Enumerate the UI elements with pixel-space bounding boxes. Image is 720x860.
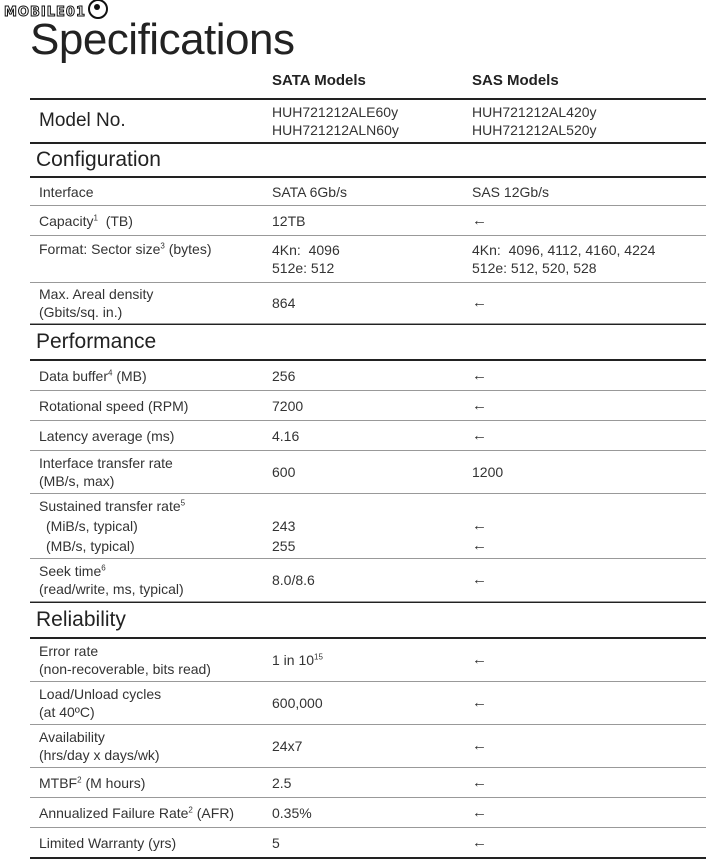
sata-value: 4.16: [272, 427, 300, 444]
sata-value: 24x7: [272, 738, 303, 754]
sata-value: 256: [272, 367, 296, 384]
same-as-left-arrow: ←: [472, 517, 487, 534]
model-sata-1: HUH721212ALE60y: [272, 104, 399, 120]
footnote-mark: 4: [108, 367, 113, 377]
label-sub-2: (MB/s, typical): [46, 538, 135, 554]
row-data-buffer: [30, 361, 706, 391]
footnote-mark: 2: [188, 804, 193, 814]
label-unit: (AFR): [196, 804, 235, 821]
value-text: 1 in 10: [272, 652, 315, 668]
sata-value: [272, 639, 467, 681]
row-capacity: [30, 206, 706, 236]
model-sata: [272, 100, 467, 142]
row-warranty: [30, 828, 706, 859]
row-sustained-transfer-rate: [30, 494, 706, 559]
row-interface-transfer-rate: [30, 451, 706, 494]
page-title: Specifications: [30, 15, 295, 64]
row-label: [39, 236, 269, 282]
value-1: 243: [272, 518, 296, 534]
label-text: Capacity: [39, 212, 94, 229]
footnote-mark: 2: [77, 774, 82, 784]
label-unit: (bytes): [168, 241, 212, 257]
label-line-1: Max. Areal density: [39, 286, 154, 302]
sata-value: [272, 236, 467, 282]
sata-value: 2.5: [272, 774, 292, 791]
row-label: [39, 682, 269, 724]
same-as-left-arrow: ←: [472, 571, 487, 588]
section-performance: [30, 324, 706, 361]
section-reliability: [30, 602, 706, 639]
label-text: MTBF: [39, 774, 78, 791]
same-as-left-arrow: ←: [472, 773, 487, 791]
sata-value: 0.35%: [272, 804, 312, 821]
footnote-mark: 6: [101, 563, 106, 573]
sas-value: [472, 494, 706, 558]
section-heading: Reliability: [36, 608, 126, 631]
row-label: [39, 559, 269, 601]
model-sas: [472, 100, 706, 142]
row-availability: [30, 725, 706, 768]
section-heading: Configuration: [36, 148, 161, 171]
label-text: Sustained transfer rate: [39, 498, 181, 514]
row-label: Latency average (ms): [39, 427, 175, 444]
model-sata-2: HUH721212ALN60y: [272, 122, 399, 138]
watermark-text: MOBILE01: [4, 4, 86, 20]
same-as-left-arrow: ←: [472, 651, 487, 668]
row-interface: [30, 178, 706, 206]
sata-value: 864: [272, 295, 296, 311]
sata-value: 8.0/8.6: [272, 572, 315, 588]
exponent: 15: [314, 652, 323, 662]
sas-value: SAS 12Gb/s: [472, 183, 550, 200]
footnote-mark: 3: [160, 241, 165, 251]
section-heading: Performance: [36, 330, 157, 353]
sata-value: 7200: [272, 397, 304, 414]
same-as-left-arrow: ←: [472, 833, 487, 851]
label-line-1: Error rate: [39, 643, 99, 659]
same-as-left-arrow: ←: [472, 426, 487, 444]
row-label: [39, 639, 269, 681]
same-as-left-arrow: ←: [472, 211, 487, 229]
label-line-1: Interface transfer rate: [39, 455, 173, 471]
row-label: [39, 725, 269, 767]
label-line-2: (hrs/day x days/wk): [39, 747, 160, 763]
label-sub-1: (MiB/s, typical): [46, 518, 138, 534]
row-label: [39, 283, 269, 323]
sas-value: 1200: [472, 464, 504, 480]
format-512e: 512e: 512: [272, 260, 335, 276]
value-2: 255: [272, 538, 296, 554]
row-model-no: [30, 100, 706, 144]
sata-value: 600,000: [272, 695, 323, 711]
spec-table: [30, 98, 706, 859]
label-line-1: Load/Unload cycles: [39, 686, 162, 702]
model-label: Model No.: [39, 110, 126, 131]
row-label: Limited Warranty (yrs): [39, 834, 177, 851]
label-line-2: (non-recoverable, bits read): [39, 661, 211, 677]
label-text: Data buffer: [39, 367, 109, 384]
sata-value: 5: [272, 834, 280, 851]
label-text: Format: Sector size: [39, 241, 161, 257]
sas-column-header: SAS Models: [472, 72, 559, 89]
label-line-2: (MB/s, max): [39, 473, 115, 489]
row-latency: [30, 421, 706, 451]
section-configuration: [30, 144, 706, 178]
sata-value: SATA 6Gb/s: [272, 183, 347, 200]
row-label: [39, 494, 269, 558]
label-line-2: (Gbits/sq. in.): [39, 304, 123, 320]
row-afr: [30, 798, 706, 828]
same-as-left-arrow: ←: [472, 294, 487, 311]
row-label: [39, 451, 269, 493]
row-label: [39, 361, 269, 390]
label-unit: (MB): [116, 367, 147, 384]
same-as-left-arrow: ←: [472, 396, 487, 414]
row-mtbf: [30, 768, 706, 798]
sata-value: [272, 494, 467, 558]
row-label: [39, 206, 269, 235]
row-label: [39, 768, 269, 797]
label-line-2: (read/write, ms, typical): [39, 581, 184, 597]
model-sas-1: HUH721212AL420y: [472, 104, 597, 120]
format-4kn: 4Kn: 4096, 4112, 4160, 4224: [472, 242, 656, 258]
row-seek-time: [30, 559, 706, 602]
label-text: Seek time: [39, 563, 102, 579]
same-as-left-arrow: ←: [472, 537, 487, 554]
sata-value: 12TB: [272, 212, 306, 229]
label-unit: (TB): [105, 212, 133, 229]
sas-value: [472, 236, 706, 282]
same-as-left-arrow: ←: [472, 694, 487, 711]
row-areal-density: [30, 283, 706, 324]
row-load-unload: [30, 682, 706, 725]
label-line-1: Availability: [39, 729, 105, 745]
label-unit: (M hours): [85, 774, 146, 791]
row-rotational-speed: [30, 391, 706, 421]
same-as-left-arrow: ←: [472, 366, 487, 384]
label-text: Annualized Failure Rate: [39, 804, 189, 821]
sata-column-header: SATA Models: [272, 72, 366, 89]
format-4kn: 4Kn: 4096: [272, 242, 340, 258]
row-label: Rotational speed (RPM): [39, 397, 189, 414]
sata-value: 600: [272, 464, 296, 480]
row-label: [39, 798, 269, 827]
same-as-left-arrow: ←: [472, 737, 487, 754]
format-512e: 512e: 512, 520, 528: [472, 260, 597, 276]
footnote-mark: 1: [93, 212, 98, 222]
row-error-rate: [30, 639, 706, 682]
model-sas-2: HUH721212AL520y: [472, 122, 597, 138]
row-format: [30, 236, 706, 283]
same-as-left-arrow: ←: [472, 803, 487, 821]
label-line-2: (at 40ºC): [39, 704, 95, 720]
row-label: Interface: [39, 183, 94, 200]
footnote-mark: 5: [180, 498, 186, 508]
